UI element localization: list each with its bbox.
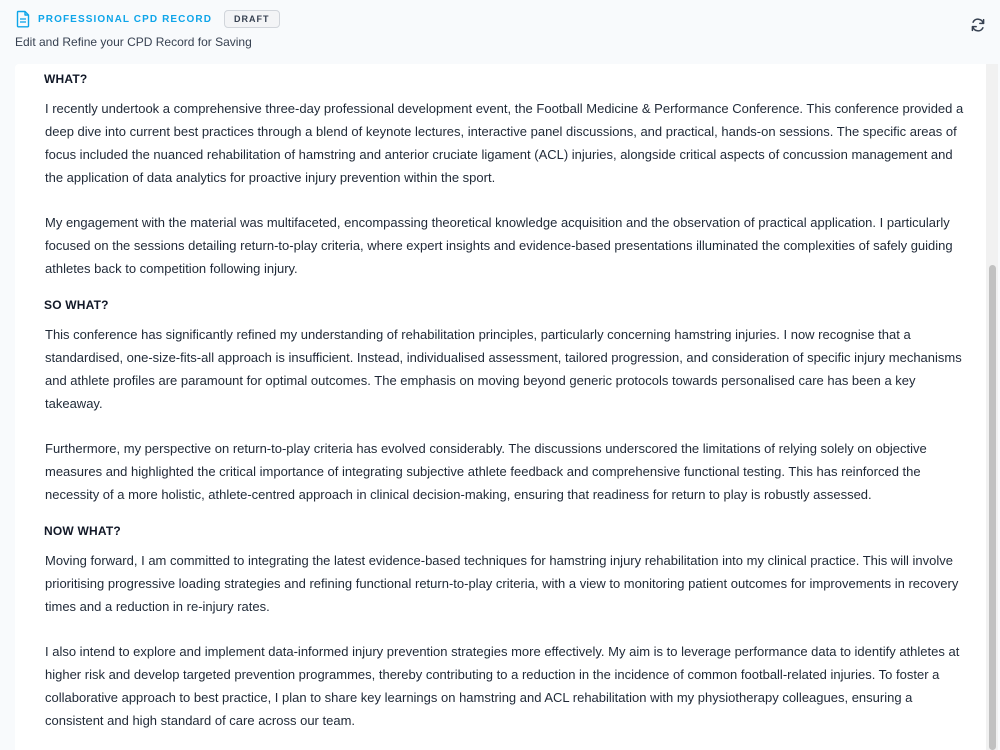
page-subtitle: Edit and Refine your CPD Record for Saving: [15, 35, 252, 49]
status-badge: DRAFT: [224, 10, 280, 28]
section-heading-so-what: SO WHAT?: [44, 298, 109, 312]
so-what-paragraph-1[interactable]: This conference has significantly refined my understanding of rehabilitation principles, particularly concerning hamstring injuries. I now recognise that a standardised, one-size-fits-all approach is insufficient. Instead, individualised assessment, tailored progression, and consideration of specific injury mechanisms and athlete profiles are paramount for optimal outcomes. The emphasis on moving beyond generic protocols towards personalised care has been a key takeaway.: [45, 327, 962, 411]
record-header: [0, 0, 1000, 64]
now-what-paragraph-1[interactable]: Moving forward, I am committed to integrating the latest evidence-based techniques for hamstring injury rehabilitation into my clinical practice. This will involve prioritising progressive loading strategies and refining functional return-to-play criteria, with a view to monitoring patient outcomes for improvements in recovery times and a reduction in re-injury rates.: [45, 553, 959, 614]
what-paragraph-2[interactable]: My engagement with the material was multifaceted, encompassing theoretical knowledge acquisition and the observation of practical application. I particularly focused on the sessions detailing return-to-play criteria, where expert insights and evidence-based presentations illuminated the complexities of safely guiding athletes back to competition following injury.: [45, 215, 953, 276]
now-what-paragraph-2[interactable]: I also intend to explore and implement data-informed injury prevention strategies more effectively. My aim is to leverage performance data to identify athletes at higher risk and develop targeted prevention programmes, thereby contributing to a reduction in the incidence of common football-related injuries. To foster a collaborative approach to best practice, I plan to share key learnings on hamstring and ACL rehabilitation with my physiotherapy colleagues, ensuring a consistent and high standard of care across our team.: [45, 644, 960, 728]
record-editor-panel[interactable]: [15, 64, 993, 750]
scrollbar-thumb[interactable]: [989, 265, 996, 750]
title-row: [15, 9, 280, 29]
page-title: PROFESSIONAL CPD RECORD: [38, 13, 213, 25]
refresh-button[interactable]: [968, 17, 988, 37]
section-heading-now-what: NOW WHAT?: [44, 524, 121, 538]
section-heading-what: WHAT?: [44, 72, 88, 86]
refresh-icon: [970, 17, 986, 38]
what-paragraph-1[interactable]: I recently undertook a comprehensive three-day professional development event, the Football Medicine & Performance Conference. This conference provided a deep dive into current best practices through a blend of keynote lectures, interactive panel discussions, and practical, hands-on sessions. The specific areas of focus included the nuanced rehabilitation of hamstring and anterior cruciate ligament (ACL) injuries, alongside critical aspects of concussion management and the application of data analytics for proactive injury prevention within the sport.: [45, 101, 964, 185]
document-icon: [15, 10, 31, 28]
so-what-paragraph-2[interactable]: Furthermore, my perspective on return-to-play criteria has evolved considerably. The discussions underscored the limitations of relying solely on objective measures and highlighted the critical importance of integrating subjective athlete feedback and comprehensive functional testing. This has reinforced the necessity of a more holistic, athlete-centred approach in clinical decision-making, ensuring that readiness for return to play is robustly assessed.: [45, 441, 927, 502]
